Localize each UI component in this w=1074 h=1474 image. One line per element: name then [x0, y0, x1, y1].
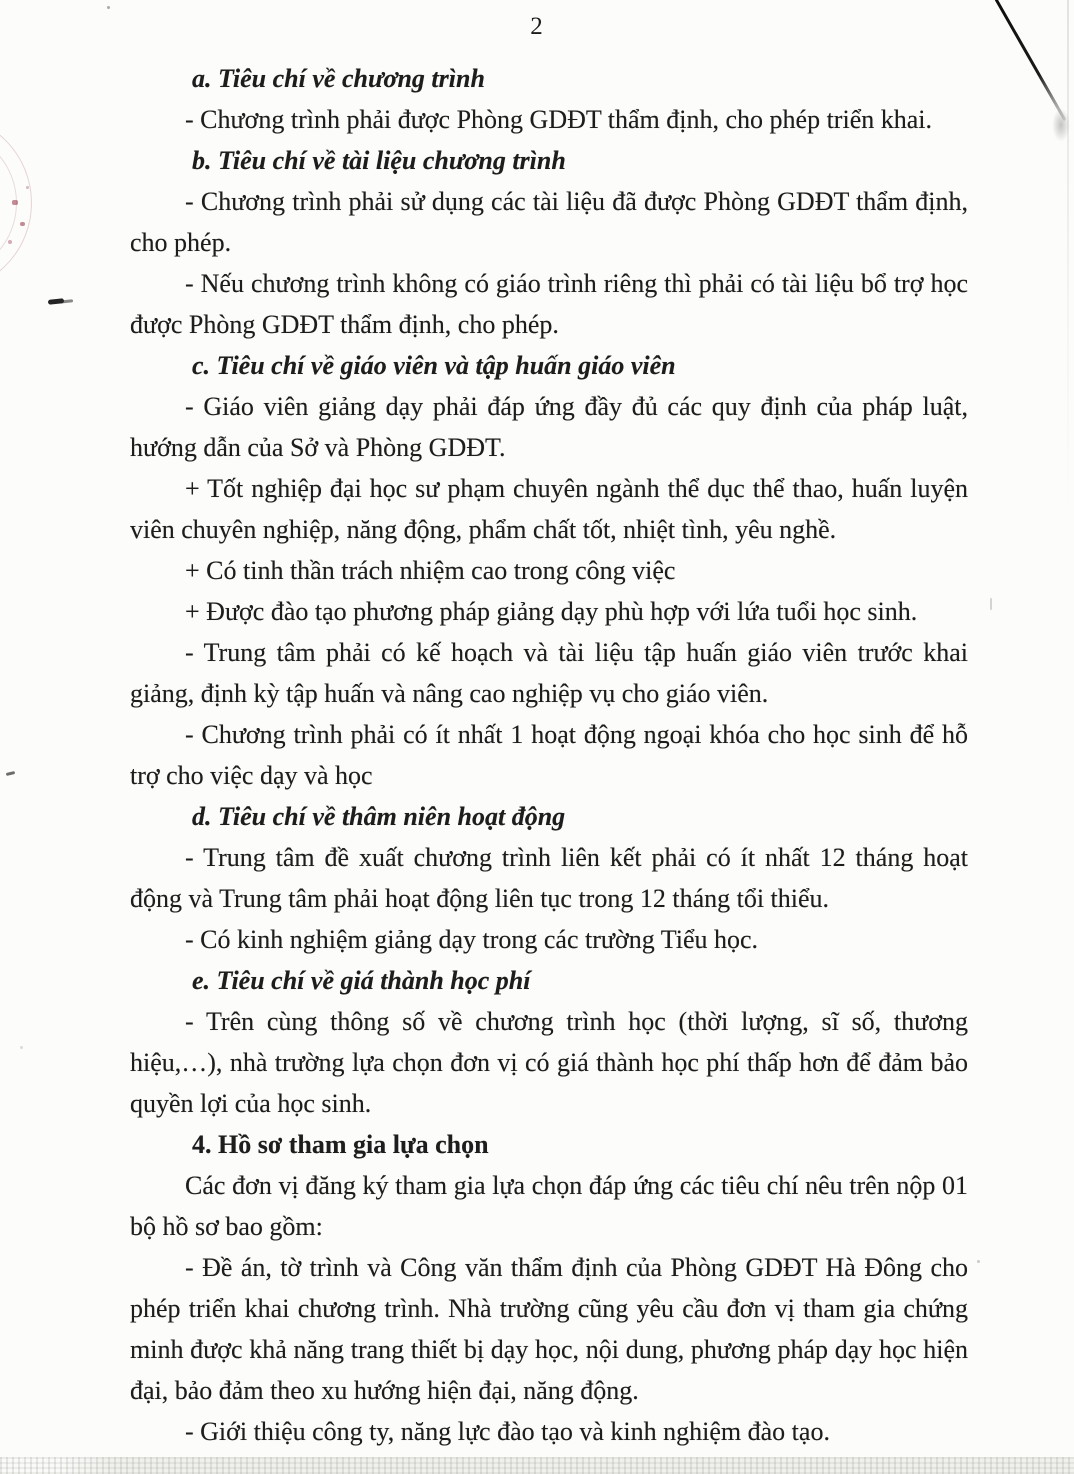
section-heading: 4. Hồ sơ tham gia lựa chọn [192, 1130, 489, 1159]
paragraph: - Giáo viên giảng dạy phải đáp ứng đầy đủ các quy định của pháp luật, hướng dẫn của Sở và Phòng GDĐT. [130, 392, 968, 462]
section-heading: d. Tiêu chí về thâm niên hoạt động [192, 802, 566, 831]
section-heading: e. Tiêu chí về giá thành học phí [192, 966, 531, 995]
section-heading: c. Tiêu chí về giáo viên và tập huấn giáo viên [192, 351, 676, 380]
paragraph: + Có tinh thần trách nhiệm cao trong công việc [185, 556, 676, 585]
paragraph: - Nếu chương trình không có giáo trình riêng thì phải có tài liệu bổ trợ học được Phòng GDĐT thẩm định, cho phép. [130, 269, 968, 339]
paragraph: + Tốt nghiệp đại học sư phạm chuyên ngành thể dục thể thao, huấn luyện viên chuyên nghiệp, năng động, phẩm chất tốt, nhiệt tình, yêu nghề. [130, 474, 968, 544]
scanner-edge-band-artifact [0, 1457, 1074, 1474]
document-body [0, 42, 1074, 1452]
section-heading: b. Tiêu chí về tài liệu chương trình [192, 146, 566, 175]
paragraph: - Chương trình phải có ít nhất 1 hoạt động ngoại khóa cho học sinh để hỗ trợ cho việc dạy và học [130, 720, 968, 790]
paragraph: - Trung tâm đề xuất chương trình liên kết phải có ít nhất 12 tháng hoạt động và Trung tâm phải hoạt động liên tục trong 12 tháng tổi thiểu. [130, 843, 968, 913]
paragraph: - Có kinh nghiệm giảng dạy trong các trường Tiểu học. [185, 925, 759, 954]
section-heading: a. Tiêu chí về chương trình [192, 64, 485, 93]
paragraph: - Chương trình phải sử dụng các tài liệu đã được Phòng GDĐT thẩm định, cho phép. [130, 187, 968, 257]
paragraph: - Đề án, tờ trình và Công văn thẩm định của Phòng GDĐT Hà Đông cho phép triển khai chương trình. Nhà trường cũng yêu cầu đơn vị tham gia chứng minh được khả năng trang thiết bị dạy học, nội dung, phương pháp dạy học hiện đại, bảo đảm theo xu hướng hiện đại, năng động. [130, 1253, 968, 1405]
paragraph: - Chương trình phải được Phòng GDĐT thẩm định, cho phép triển khai. [185, 105, 932, 134]
paragraph: - Trên cùng thông số về chương trình học (thời lượng, sĩ số, thương hiệu,…), nhà trường lựa chọn đơn vị có giá thành học phí thấp hơn để đảm bảo quyền lợi của học sinh. [130, 1007, 968, 1118]
page-number: 2 [530, 13, 544, 40]
paragraph: + Được đào tạo phương pháp giảng dạy phù hợp với lứa tuổi học sinh. [185, 597, 918, 626]
paragraph: - Trung tâm phải có kế hoạch và tài liệu tập huấn giáo viên trước khai giảng, định kỳ tập huấn và nâng cao nghiệp vụ cho giáo viên. [130, 638, 968, 708]
paragraph: - Giới thiệu công ty, năng lực đào tạo và kinh nghiệm đào tạo. [185, 1417, 830, 1446]
paragraph: Các đơn vị đăng ký tham gia lựa chọn đáp ứng các tiêu chí nêu trên nộp 01 bộ hồ sơ bao gồm: [130, 1171, 968, 1241]
